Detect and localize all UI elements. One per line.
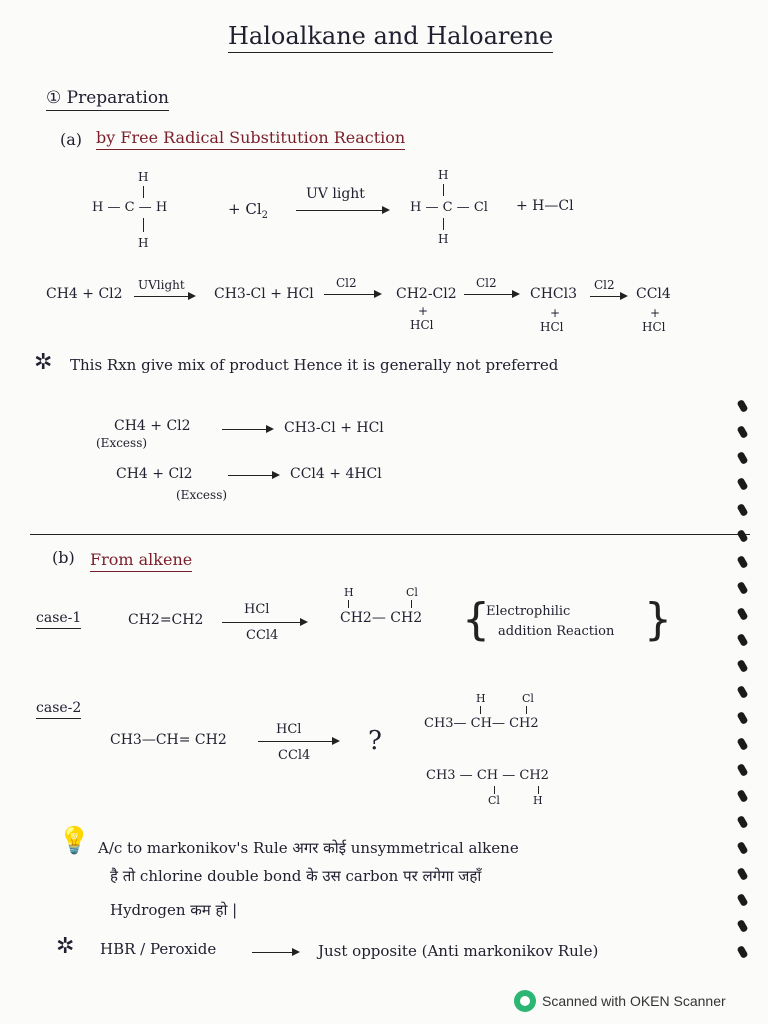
methane-bond-top: [143, 186, 144, 198]
chain-arrow2: [324, 294, 380, 295]
binding-hole: [736, 529, 748, 543]
reaction2-left: CH4 + Cl2: [116, 466, 193, 482]
asterisk-icon: ✲: [34, 350, 53, 375]
case2-p1-bond-cl: [526, 706, 527, 714]
section-divider: [30, 534, 750, 535]
binding-hole: [736, 633, 748, 647]
case2-product-2: CH3 — CH — CH2: [426, 768, 549, 783]
reaction2-arrow: [228, 475, 278, 476]
rule-line-2: है तो chlorine double bond के उस carbon पर लगेगा जहाँ: [110, 867, 482, 885]
asterisk-icon-2: ✲: [56, 934, 75, 959]
chain-arrow2-label: Cl2: [336, 276, 357, 290]
binding-hole: [736, 399, 748, 413]
case2-p1-h: H: [476, 692, 486, 705]
case2-p2-bond-cl: [494, 786, 495, 794]
reaction2-excess: (Excess): [176, 488, 228, 502]
plus-cl2: [228, 200, 268, 221]
chain-product-2: CH2-Cl2: [396, 286, 457, 302]
case2-p1-cl: Cl: [522, 692, 534, 705]
subsection-title-free-radical: by Free Radical Substitution Reaction: [96, 128, 405, 150]
peroxide-right: Just opposite (Anti markonikov Rule): [318, 942, 599, 960]
rule-line-3: Hydrogen कम हो |: [110, 901, 238, 919]
binding-hole: [736, 607, 748, 621]
binding-hole: [736, 477, 748, 491]
case2-reactant: CH3—CH= CH2: [110, 732, 227, 748]
binding-hole: [736, 789, 748, 803]
uv-light-label: UV light: [306, 186, 365, 202]
reaction1-excess: (Excess): [96, 436, 148, 450]
binding-hole: [736, 867, 748, 881]
chain-arrow1-label: UVlight: [138, 278, 185, 292]
binding-hole: [736, 711, 748, 725]
rule-line-1: A/c to markonikov's Rule अगर कोई unsymmetrical alkene: [98, 839, 519, 857]
case2-reagent-top: HCl: [276, 722, 302, 737]
binding-hole: [736, 737, 748, 751]
chain-start: CH4 + Cl2: [46, 286, 123, 302]
case1-arrow: [222, 622, 306, 623]
plus-cl2-subscript: 2: [261, 210, 268, 221]
plus-hcl: + H—Cl: [516, 198, 574, 214]
reaction1-arrow: [222, 429, 272, 430]
binding-hole: [736, 763, 748, 777]
chain-product-4: CCl4: [636, 286, 671, 302]
note-mixture: This Rxn give mix of product Hence it is generally not preferred: [70, 356, 559, 374]
chain-product-1: CH3-Cl + HCl: [214, 286, 314, 302]
case2-label: case-2: [36, 700, 81, 719]
methane-bond-bottom: [143, 218, 144, 232]
binding-hole: [736, 581, 748, 595]
oken-logo-icon: [514, 990, 536, 1012]
subsection-title-from-alkene: From alkene: [90, 550, 192, 572]
reaction1-right: CH3-Cl + HCl: [284, 420, 384, 436]
binding-hole: [736, 451, 748, 465]
chain-product-3: CHCl3: [530, 286, 578, 302]
case2-arrow: [258, 741, 338, 742]
case1-product: CH2— CH2: [340, 610, 423, 626]
case1-bond-cl: [411, 600, 412, 608]
chain-product-4-byproduct: HCl: [642, 320, 666, 334]
methane-formula: H — C — H: [92, 200, 168, 215]
binding-hole: [736, 425, 748, 439]
binding-hole: [736, 815, 748, 829]
subsection-label-a: (a): [60, 130, 83, 149]
binding-hole: [736, 555, 748, 569]
case2-product-1: CH3— CH— CH2: [424, 716, 539, 731]
binding-hole: [736, 893, 748, 907]
chain-product-2-plus: +: [418, 304, 429, 318]
chain-arrow4-label: Cl2: [594, 278, 615, 292]
case1-label: case-1: [36, 610, 81, 629]
plus-cl2-text: + Cl: [228, 200, 262, 218]
case1-bond-h: [348, 600, 349, 608]
chain-arrow3: [464, 294, 518, 295]
binding-hole: [736, 685, 748, 699]
case2-p2-cl: Cl: [488, 794, 500, 807]
case1-product-cl: Cl: [406, 586, 418, 599]
methane-h-bottom: H: [138, 236, 149, 250]
section-heading-preparation: ① Preparation: [46, 88, 169, 111]
case1-reagent-top: HCl: [244, 602, 270, 617]
brace-close: }: [644, 594, 672, 645]
chain-product-2-byproduct: HCl: [410, 318, 434, 332]
binding-hole: [736, 945, 748, 959]
page-title: Haloalkane and Haloarene: [228, 22, 553, 53]
subsection-label-b: (b): [52, 548, 75, 567]
scanner-watermark: [514, 990, 726, 1012]
binding-hole: [736, 841, 748, 855]
case2-reagent-bottom: CCl4: [278, 748, 311, 763]
case1-reactant: CH2=CH2: [128, 612, 204, 628]
scanner-text: Scanned with OKEN Scanner: [542, 993, 726, 1009]
chain-arrow1: [134, 296, 194, 297]
peroxide-arrow: [252, 952, 298, 953]
product-bond-bottom: [443, 218, 444, 230]
reaction2-right: CCl4 + 4HCl: [290, 466, 382, 482]
case2-p2-h: H: [533, 794, 543, 807]
chain-product-3-plus: +: [550, 306, 561, 320]
brace-open: {: [462, 594, 490, 645]
reaction1-left: CH4 + Cl2: [114, 418, 191, 434]
uv-arrow: [296, 210, 388, 211]
methane-h-top: H: [138, 170, 149, 184]
case1-reagent-bottom: CCl4: [246, 628, 279, 643]
brace-text-line1: Electrophilic: [486, 604, 571, 619]
chain-product-3-byproduct: HCl: [540, 320, 564, 334]
binding-hole: [736, 503, 748, 517]
chain-arrow4: [590, 296, 626, 297]
binding-hole: [736, 659, 748, 673]
product-bond-top: [443, 184, 444, 196]
peroxide-left: HBR / Peroxide: [100, 940, 217, 958]
product-h-top: H: [438, 168, 449, 182]
case2-p1-bond-h: [480, 706, 481, 714]
case2-p2-bond-h: [538, 786, 539, 794]
chloromethane-formula: H — C — Cl: [410, 200, 488, 215]
chain-product-4-plus: +: [650, 306, 661, 320]
brace-text-line2: addition Reaction: [498, 624, 615, 639]
case1-product-h: H: [344, 586, 354, 599]
product-h-bottom: H: [438, 232, 449, 246]
binding-hole: [736, 919, 748, 933]
chain-arrow3-label: Cl2: [476, 276, 497, 290]
case2-question-mark: ?: [368, 726, 382, 756]
lightbulb-icon: 💡: [58, 826, 91, 856]
